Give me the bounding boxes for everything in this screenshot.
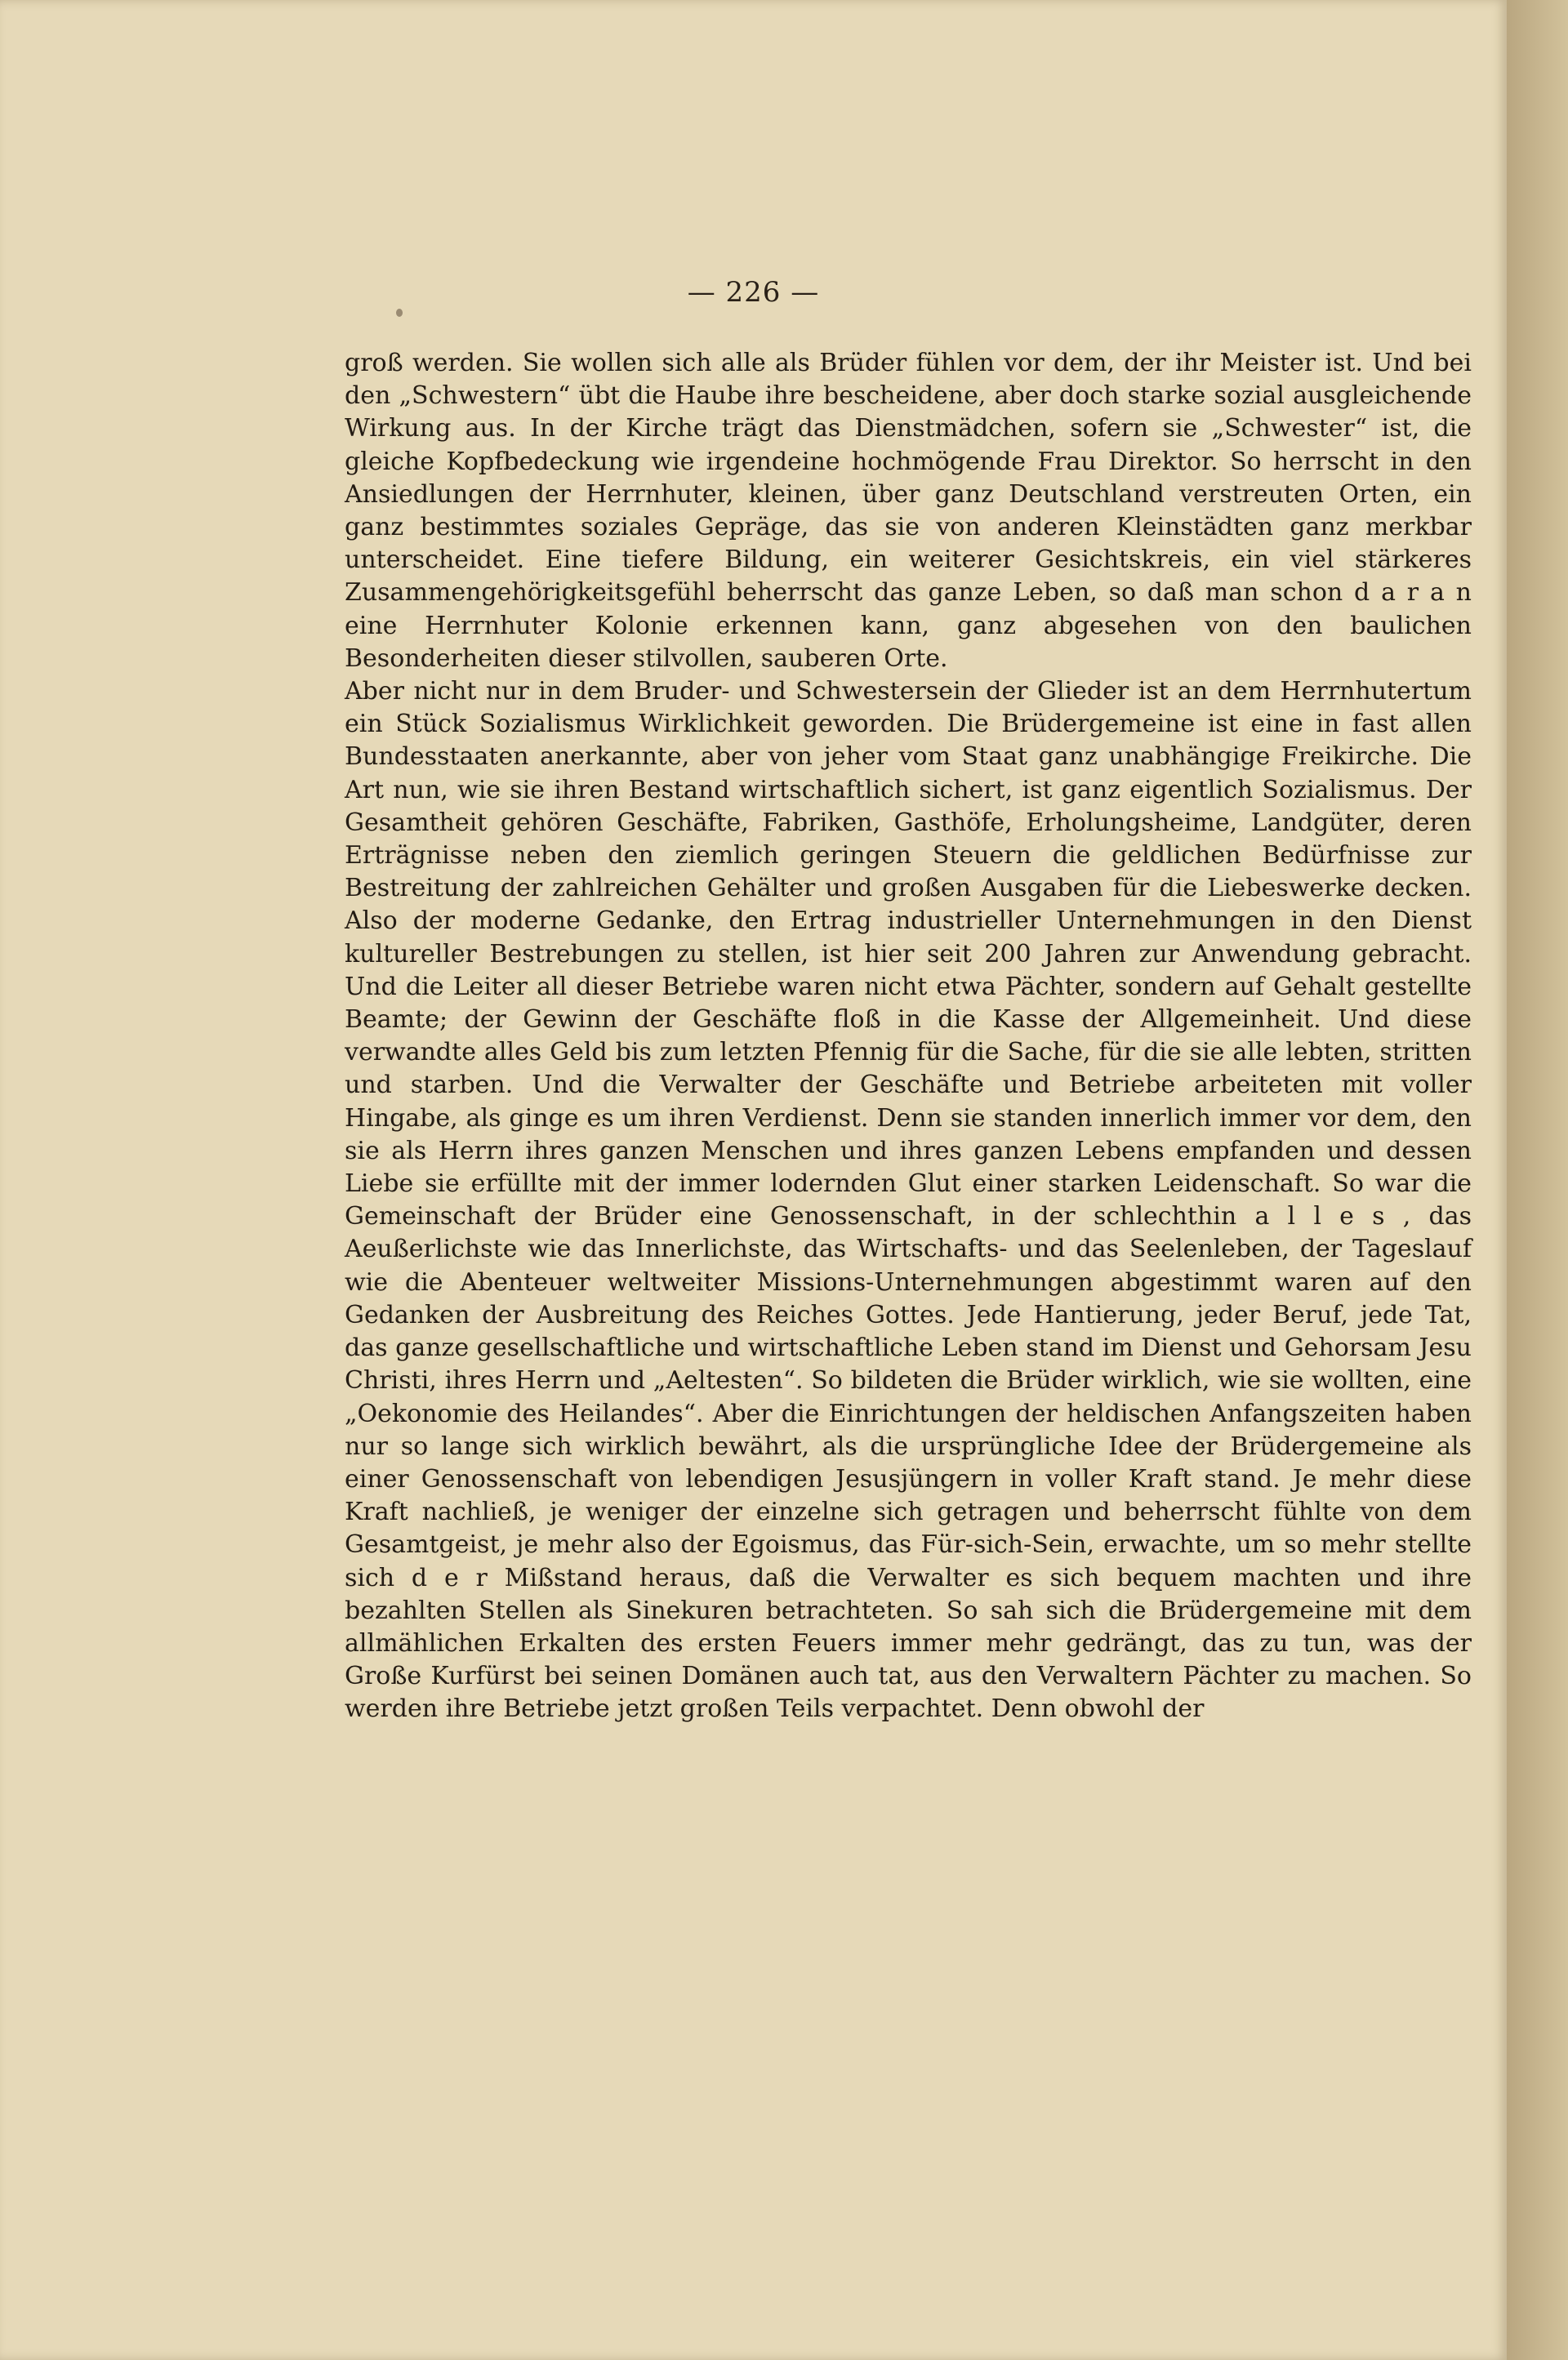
body-text xyxy=(345,347,1472,1726)
paragraph-2: Aber nicht nur in dem Bruder- und Schwestersein der Glieder ist an dem Herrnhutertum ein Stück Sozialismus Wirklichkeit geworden. Die Brüdergemeine ist eine in fast allen Bundesstaaten anerkannte, aber von jeher vom Staat ganz unabhängige Freikirche. Die Art nun, wie sie ihren Bestand wirtschaftlich sichert, ist ganz eigentlich Sozialismus. Der Gesamtheit gehören Geschäfte, Fabriken, Gasthöfe, Erholungsheime, Landgüter, deren Erträgnisse neben den ziemlich geringen Steuern die geldlichen Bedürfnisse zur Bestreitung der zahlreichen Gehälter und großen Ausgaben für die Liebeswerke decken. Also der moderne Gedanke, den Ertrag industrieller Unternehmungen in den Dienst kultureller Bestrebungen zu stellen, ist hier seit 200 Jahren zur Anwendung gebracht. Und die Leiter all dieser Betriebe waren nicht etwa Pächter, sondern auf Gehalt gestellte Beamte; der Gewinn der Geschäfte floß in die Kasse der Allgemeinheit. Und diese verwandte alles Geld bis zum letzten Pfennig für die Sache, für die sie alle lebten, stritten und starben. Und die Verwalter der Geschäfte und Betriebe arbeiteten mit voller Hingabe, als ginge es um ihren Verdienst. Denn sie standen innerlich immer vor dem, den sie als Herrn ihres ganzen Menschen und ihres ganzen Lebens empfanden und dessen Liebe sie erfüllte mit der immer lodernden Glut einer starken Leidenschaft. So war die Gemeinschaft der Brüder eine Genossenschaft, in der schlechthin a l l e s , das Aeußerlichste wie das Innerlichste, das Wirtschafts- und das Seelenleben, der Tageslauf wie die Abenteuer weltweiter Missions-Unternehmungen abgestimmt waren auf den Gedanken der Ausbreitung des Reiches Gottes. Jede Hantierung, jeder Beruf, jede Tat, das ganze gesellschaftliche und wirtschaftliche Leben stand im Dienst und Gehorsam Jesu Christi, ihres Herrn und „Aeltesten“. So bildeten die Brüder wirklich, wie sie wollten, eine „Oekonomie des Heilandes“. Aber die Einrichtungen der heldischen Anfangszeiten haben nur so lange sich wirklich bewährt, als die ursprüngliche Idee der Brüdergemeine als einer Genossenschaft von lebendigen Jesusjüngern in voller Kraft stand. Je mehr diese Kraft nachließ, je weniger der einzelne sich getragen und beherrscht fühlte von dem Gesamtgeist, je mehr also der Egoismus, das Für-sich-Sein, erwachte, um so mehr stellte sich d e r Mißstand heraus, daß die Verwalter es sich bequem machten und ihre bezahlten Stellen als Sinekuren betrachteten. So sah sich die Brüdergemeine mit dem allmählichen Erkalten des ersten Feuers immer mehr gedrängt, das zu tun, was der Große Kurfürst bei seinen Domänen auch tat, aus den Verwaltern Pächter zu machen. So werden ihre Betriebe jetzt großen Teils verpachtet. Denn obwohl der xyxy=(345,677,1472,1724)
paper-spot xyxy=(396,309,403,317)
page-edge xyxy=(1507,0,1568,2360)
paragraph-1: groß werden. Sie wollen sich alle als Brüder fühlen vor dem, der ihr Meister ist. Und bei den „Schwestern“ übt die Haube ihre bescheidene, aber doch starke sozial ausgleichende Wirkung aus. In der Kirche trägt das Dienstmädchen, sofern sie „Schwester“ ist, die gleiche Kopfbedeckung wie irgendeine hochmögende Frau Direktor. So herrscht in den Ansiedlungen der Herrnhuter, kleinen, über ganz Deutschland verstreuten Orten, ein ganz bestimmtes soziales Gepräge, das sie von anderen Kleinstädten ganz merkbar unterscheidet. Eine tiefere Bildung, ein weiterer Gesichtskreis, ein viel stärkeres Zusammengehörigkeitsgefühl beherrscht das ganze Leben, so daß man schon d a r a n eine Herrnhuter Kolonie erkennen kann, ganz abgesehen von den baulichen Besonderheiten dieser stilvollen, sauberen Orte. xyxy=(345,349,1472,673)
page-number: — 226 — xyxy=(687,276,820,309)
